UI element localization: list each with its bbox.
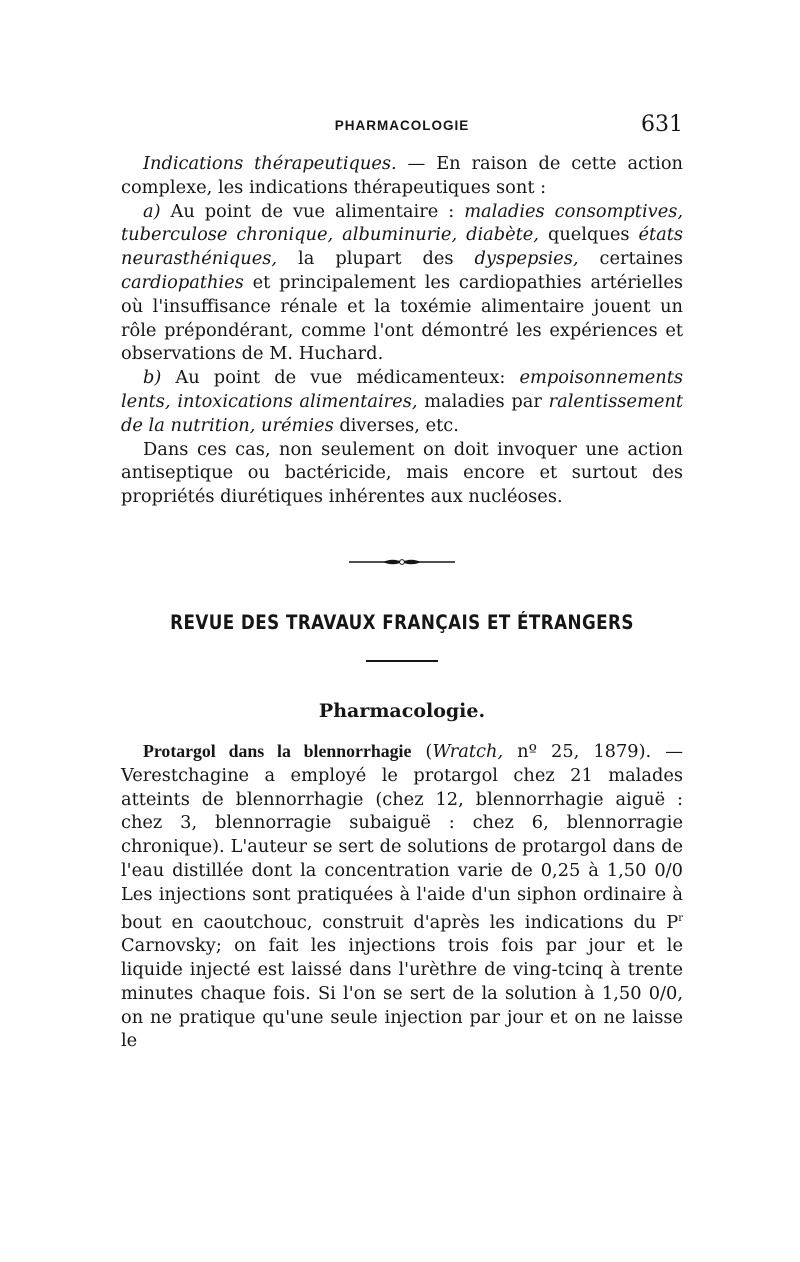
professor-superscript: r bbox=[678, 912, 683, 924]
indications-intro: — En raison de cette action complexe, les indications thérapeutiques sont : bbox=[121, 153, 683, 198]
point-b-text: maladies par bbox=[417, 390, 549, 412]
article-source-open: ( bbox=[411, 741, 433, 762]
conclusion-paragraph: Dans ces cas, non seulement on doit invoquer une action antiseptique ou bactéricide, mais encore et surtout des propriétés diurétiques inhérentes aux nucléoses. bbox=[121, 438, 683, 508]
point-b-poisonings: empoisonnements lents, intoxications alimentaires, bbox=[121, 367, 683, 412]
point-a-cardiopathies: cardiopathies bbox=[121, 271, 244, 293]
point-a-text: et principalement les cardiopathies artérielles où l'insuffisance rénale et la toxémie alimentaire jouent un rôle prépondérant, comme l'ont démontré les expériences et observations de M. Huchard. bbox=[121, 271, 683, 365]
point-a-dyspepsia: dyspepsies, bbox=[474, 248, 579, 270]
point-a-text: la plupart des bbox=[277, 248, 475, 270]
point-a-diseases: maladies consomptives, tuberculose chronique, albuminurie, diabète, bbox=[121, 200, 683, 246]
running-title: PHARMACOLOGIE bbox=[334, 118, 470, 133]
subsection-title: Pharmacologie. bbox=[318, 700, 486, 722]
ornament-divider-icon bbox=[349, 556, 455, 568]
article-journal: Wratch, bbox=[432, 741, 504, 762]
article-body-continued: Carnovsky; on fait les injections trois fois par jour et le liquide injecté est laissé dans l'urèthre de ving-tcinq à trente minutes chaque fois. Si l'on se sert de la solution à 1,50 0/0, on ne pratique qu'une seule injection par jour et on ne laisse le bbox=[121, 935, 683, 1052]
indications-heading: Indications thérapeutiques. bbox=[143, 153, 397, 174]
point-b-label: b) bbox=[143, 367, 162, 389]
point-a-paragraph bbox=[121, 200, 683, 367]
point-a-text: certaines bbox=[578, 248, 684, 270]
indications-intro-paragraph bbox=[121, 152, 683, 200]
point-a-text: Au point de vue alimentaire : bbox=[160, 200, 465, 222]
review-title: REVUE DES TRAVAUX FRANÇAIS ET ÉTRANGERS bbox=[170, 611, 634, 634]
point-a-text: quelques bbox=[538, 224, 639, 246]
point-b-paragraph bbox=[121, 366, 683, 437]
article-section bbox=[121, 740, 683, 1053]
point-a-neurasthenia: états neurasthéniques, bbox=[121, 224, 683, 270]
running-head bbox=[121, 114, 683, 144]
title-rule bbox=[366, 660, 438, 662]
indications-section bbox=[121, 152, 683, 509]
article-source-rest: nº 25, 1879). — bbox=[503, 741, 683, 762]
article-title: Protargol dans la blennorrhagie bbox=[143, 741, 412, 761]
point-b-nutrition: ralentissement de la nutrition, urémies bbox=[121, 390, 683, 436]
article-body: Verestchagine a employé le protargol chez 21 malades atteints de blennorrhagie (chez 12, blennorrhagie aiguë : chez 3, blennorragie subaiguë : chez 6, blennorragie chronique). L'auteur se sert de solutions de protargol dans de l'eau distillée dont la concentration varie de 0,25 à 1,50 0/0 Les injections sont pratiquées à l'aide d'un siphon ordinaire à bout en caoutchouc, construit d'après les indications du P bbox=[121, 764, 683, 933]
point-b-text: Au point de vue médicamenteux: bbox=[161, 367, 520, 389]
point-b-text: diverses, etc. bbox=[333, 414, 459, 436]
article-paragraph bbox=[121, 740, 683, 1053]
page-number: 631 bbox=[641, 112, 683, 137]
point-a-label: a) bbox=[143, 200, 161, 222]
